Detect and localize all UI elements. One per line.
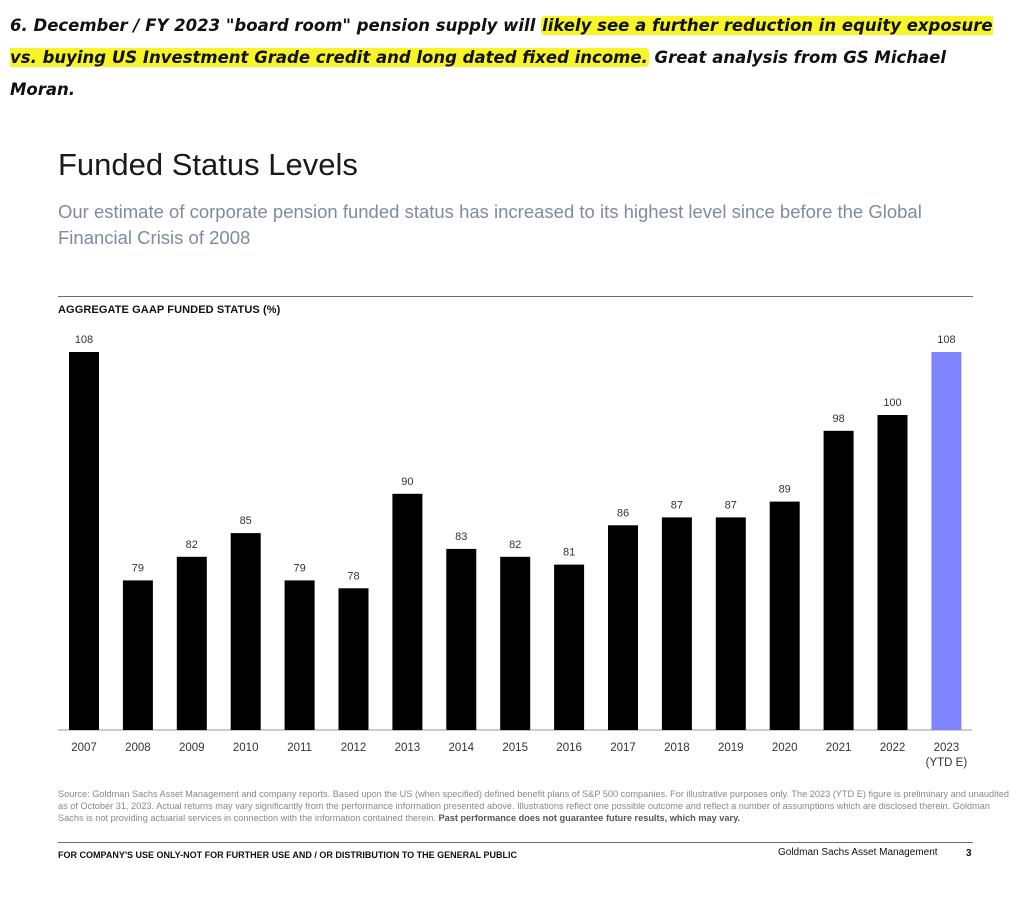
footer-divider <box>58 842 973 843</box>
data-label-8: 82 <box>509 538 522 551</box>
bar-8 <box>500 557 530 730</box>
data-label-0: 108 <box>74 334 94 346</box>
bar-15 <box>878 415 908 730</box>
data-label-9: 81 <box>562 546 576 559</box>
bar-5 <box>339 588 369 730</box>
bar-3 <box>231 533 261 730</box>
footer-brand: Goldman Sachs Asset Management <box>778 847 938 858</box>
bar-9 <box>554 565 584 730</box>
tick-label-1: 2008 <box>125 742 151 754</box>
tick-label-13: 2020 <box>771 742 798 754</box>
data-label-11: 87 <box>670 499 684 512</box>
tick-label-0: 2007 <box>71 742 97 754</box>
bar-7 <box>446 549 476 730</box>
bar-16 <box>931 352 961 730</box>
tick-label-14: 2021 <box>825 742 852 754</box>
tick-label-7: 2014 <box>448 742 475 754</box>
footer-disclaimer: FOR COMPANY'S USE ONLY-NOT FOR FURTHER USE AND / OR DISTRIBUTION TO THE GENERAL PUBLIC <box>58 850 517 860</box>
top-divider <box>58 296 973 297</box>
bar-10 <box>608 525 638 730</box>
slide-title: Funded Status Levels <box>58 147 358 182</box>
bar-6 <box>392 494 422 730</box>
data-label-13: 89 <box>778 483 791 496</box>
data-label-14: 98 <box>832 412 845 425</box>
source-note <box>58 788 1013 824</box>
data-label-10: 86 <box>616 507 630 520</box>
tick-label-12: 2019 <box>718 742 744 754</box>
source-disclaimer: Past performance does not guarantee future results, which may vary. <box>438 813 741 823</box>
bar-13 <box>770 502 800 730</box>
slide-subtitle: Our estimate of corporate pension funded status has increased to its highest level since before the Global Financial Crisis of 2008 <box>58 201 922 248</box>
tick-label-4: 2011 <box>287 742 312 754</box>
bar-chart <box>0 320 1025 780</box>
bar-2 <box>177 557 207 730</box>
page-number: 3 <box>966 848 972 859</box>
bar-14 <box>824 431 854 730</box>
data-label-3: 85 <box>239 515 252 528</box>
data-label-15: 100 <box>883 397 902 409</box>
tick-label-6: 2013 <box>394 742 421 754</box>
chart-label: AGGREGATE GAAP FUNDED STATUS (%) <box>58 304 281 316</box>
tick-label-5: 2012 <box>340 742 367 754</box>
tick-label-16: 2023 <box>933 742 960 754</box>
bar-0 <box>69 352 99 730</box>
tick-label-9: 2016 <box>556 742 582 754</box>
data-label-4: 79 <box>293 562 306 575</box>
data-label-7: 83 <box>455 530 468 543</box>
data-label-16: 108 <box>937 334 956 346</box>
tick-label-15: 2022 <box>879 742 906 754</box>
tick-label-2: 2009 <box>179 742 205 754</box>
data-label-12: 87 <box>724 499 737 512</box>
commentary-note <box>10 10 1015 106</box>
bar-11 <box>662 517 692 730</box>
tick-label-3: 2010 <box>232 742 259 754</box>
note-text-2: Great analysis from GS Michael Moran. <box>10 48 947 99</box>
source-text: Source: Goldman Sachs Asset Management and company reports. Based upon the US (when specified) defined benefit plans of S&P 500 companies. For illustrative purposes only. The 2023 (YTD E) figure is preliminary and unaudited as of October 31, 2023. Actual returns may vary significantly from the performance information presented above. Illustrations reflect one possible outcome and reflect a number of assumptions which are disclosed therein. Goldman Sachs is not providing actuarial services in connection with the information contained therein. <box>58 789 1009 823</box>
data-label-5: 78 <box>347 570 360 583</box>
note-highlight: likely see a further reduction in equity exposure vs. buying US Investment Grade credit and long dated fixed income. <box>10 16 993 67</box>
bar-4 <box>285 580 315 730</box>
tick-label-10: 2017 <box>610 742 636 754</box>
data-label-1: 79 <box>131 562 145 575</box>
data-label-6: 90 <box>401 475 414 488</box>
note-text-1: 6. December / FY 2023 "board room" pension supply will <box>10 16 542 35</box>
tick-label-11: 2018 <box>664 742 690 754</box>
bar-1 <box>123 580 153 730</box>
bar-12 <box>716 517 746 730</box>
tick-label-8: 2015 <box>502 742 528 754</box>
tick-label-sub-16: (YTD E) <box>925 757 968 769</box>
data-label-2: 82 <box>185 538 198 551</box>
